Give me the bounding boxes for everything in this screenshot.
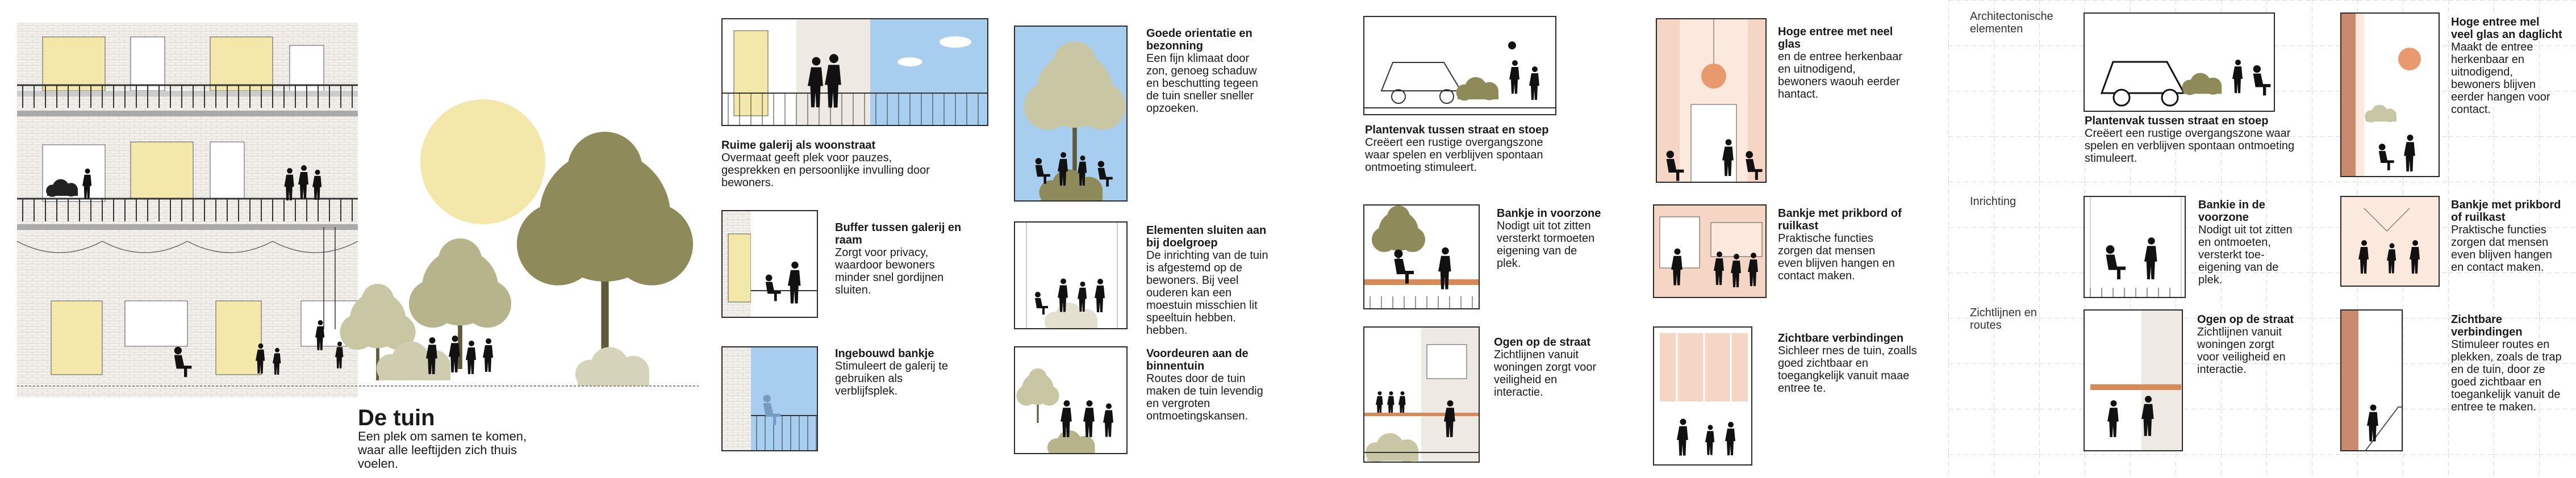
- panel-bankje: [721, 346, 818, 451]
- caption-prikbord: Bankje met prikbord of ruilkast Praktische functies zorgen dat mensen even blijven hangen en contact maken.: [1778, 207, 1902, 282]
- caption-orientatie: Goede orientatie en bezonning Een fijn klimaat door zon, genoeg schaduw en beschutting tegeen de tuin sneller sneller opzoeken.: [1146, 27, 1258, 115]
- panel-elementen: [1014, 221, 1128, 329]
- caption-bankje-voorzone: Bankje in voorzone Nodigt uit tot zitten versterkt tormoeten eigening van de plek.: [1497, 207, 1601, 270]
- matrix-caption-zichtbare-verbindingen: Zichtbare verbindingen Stimuleer routes en plekken, zoals de trap en de tuin, door ze goed zichtbaar en toegankelijk vanuit de entree te maken.: [2451, 313, 2562, 413]
- matrix-caption-plantenvak: Plantenvak tussen straat en stoep Creëert een rustige overgangszone waar spelen en verblijven spontaan ontmoeting stimuleert.: [2085, 115, 2295, 165]
- panel-galerij: [721, 18, 988, 126]
- hero-caption: [358, 406, 528, 471]
- panel-zichtbare-verbindingen: [1653, 326, 1752, 466]
- caption-hoge-entree: Hoge entree met neel glas en de entree herkenbaar en uitnodigend, bewoners waouh eerder hantact.: [1778, 26, 1903, 100]
- panel-prikbord: [1653, 204, 1767, 298]
- matrix-caption-hoge-entree: Hoge entree mel veel glas an daglicht Maakt de entree herkenbaar en uitnodigend, bewoners blijven eerder hangen voor contact.: [2451, 16, 2562, 116]
- matrix-caption-bankie: Bankie in de voorzone Nodigt uit tot zitten en ontmoeten, versterkt toe-eigening van de plek.: [2198, 199, 2293, 286]
- matrix-panel-prikbord: [2340, 196, 2440, 287]
- caption-elementen: Elementen sluiten aan bij doelgroep De inrichting van de tuin is afgestemd op de bewoners. Bij veel ouderen kan een moestuin misschien lit speeltuin hebben. hebben.: [1146, 224, 1268, 337]
- hero-subtitle: Een plek om samen te komen, waar alle leeftijden zich thuis voelen.: [358, 429, 527, 471]
- hero-title: De tuin: [358, 405, 435, 430]
- panel-buffer: [721, 210, 818, 318]
- hero-illustration: [17, 23, 699, 397]
- panel-bankje-voorzone: [1363, 204, 1480, 309]
- matrix-row-label-inrichting: Inrichting: [1970, 195, 2016, 208]
- caption-plantenvak: Plantenvak tussen straat en stoep Creëert een rustige overgangszone waar spelen en verblijven spontaan ontmoeting stimuleert.: [1365, 124, 1549, 174]
- panel-orientatie: [1014, 26, 1128, 202]
- matrix-panel-hoge-entree: [2340, 12, 2440, 177]
- matrix-panel-zichtbare-verbindingen: [2340, 309, 2403, 451]
- matrix-panel-bankie: [2084, 196, 2186, 298]
- caption-galerij: Ruime galerij als woonstraat Overmaat geeft plek voor pauzes, gesprekken en persoonlijke invulling door bewoners.: [721, 139, 930, 189]
- matrix-row-label-architectonisch: Architectonische elementen: [1970, 10, 2053, 35]
- caption-voordeuren: Voordeuren aan de binnentuin Routes door de tuin maken de tuin levendig en vergroten ontmoetingskansen.: [1146, 347, 1263, 422]
- matrix-caption-ogen: Ogen op de straat Zichtlijnen vanuit woningen zorgt voor veiligheid en interactie.: [2197, 313, 2294, 376]
- matrix-panel-plantenvak: [2084, 12, 2275, 112]
- matrix-row-label-zichtlijnen: Zichtlijnen en routes: [1970, 307, 2037, 332]
- caption-bankje: Ingebouwd bankje Stimuleert de galerij te gebruiken als verblijfsplek.: [835, 347, 948, 397]
- caption-zichtbare-verbindingen: Zichtbare verbindingen Sichleer rnes de tuin, zoalls goed zichtbaar en toegangkelijk vanuit maae entree te.: [1778, 332, 1917, 395]
- panel-hoge-entree: [1656, 18, 1767, 183]
- sun: [420, 99, 545, 224]
- caption-buffer: Buffer tussen galerij en raam Zorgt voor privacy, waardoor bewoners minder snel gordijnen sluiten.: [835, 221, 962, 296]
- panel-plantenvak: [1363, 16, 1556, 115]
- matrix-panel-ogen: [2084, 309, 2183, 451]
- caption-ogen: Ogen op de straat Zichtlijnen vanuit woningen zorgt voor veiligheid en interactie.: [1494, 336, 1597, 399]
- panel-voordeuren: [1014, 346, 1128, 454]
- matrix-caption-prikbord: Bankje met prikbord of ruilkast Praktische functies zorgen dat mensen even blijven hangen en contact maken.: [2451, 199, 2561, 274]
- panel-ogen: [1363, 326, 1480, 463]
